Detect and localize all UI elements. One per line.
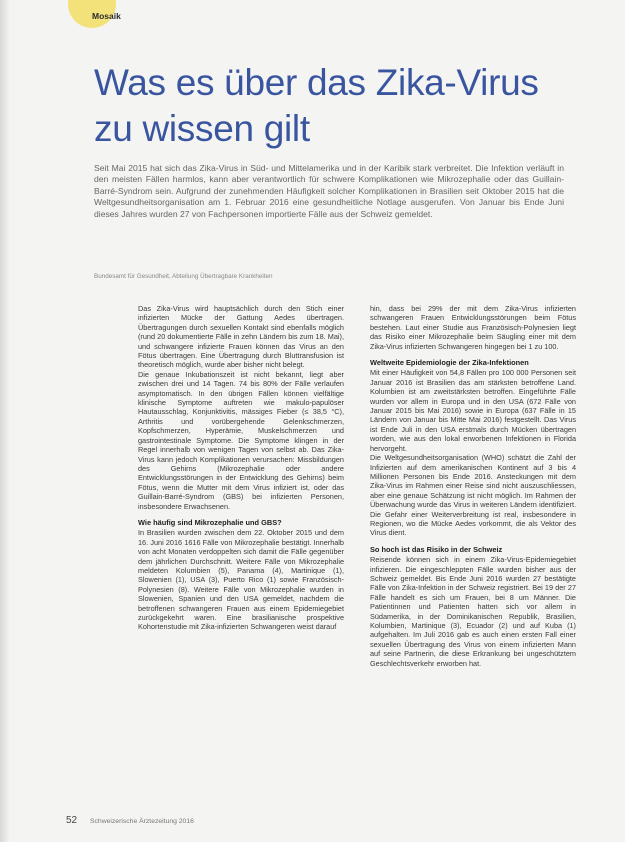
page-edge-shadow (0, 0, 10, 842)
body-paragraph: Mit einer Häufigkeit von 54,8 Fällen pro 100 000 Personen seit Januar 2016 ist Brasilien das am stärksten betroffene Land. Kolumbien ist am zweitstärksten betroffen. Eingeführte Fälle wurden vor allem in Europa und in den USA (672 Fälle von Januar 2015 bis Mai 2016) sowie in Europa (637 Fälle in 15 Ländern von Januar bis Mitte Mai 2016) festgestellt. Das Virus ist Ende Juli in den USA erstmals durch Mücken übertragen worden, wie aus den lokal erworbenen Infektionen in Florida hervorgeht. (370, 368, 576, 453)
body-paragraph: hin, dass bei 29% der mit dem Zika-Virus infizierten schwangeren Frauen Entwicklungsstörungen beim Fötus bestehen. Laut einer Studie aus Französisch-Polynesien liegt das Risiko einer Mikrozephalie beim Säugling einer mit dem Zika-Virus infizierten Schwangeren hingegen bei 1 zu 100. (370, 304, 576, 351)
article-lead: Seit Mai 2015 hat sich das Zika-Virus in Süd- und Mittelamerika und in der Karibik stark verbreitet. Die Infektion verläuft in den meisten Fällen harmlos, kann aber verantwortlich für schwere Komplikationen wie Mikrozephalie oder das Guillain-Barré-Syndrom sein. Aufgrund der zunehmenden Häufigkeit solcher Komplikationen in Brasilien seit Oktober 2015 hat die Weltgesundheitsorganisation am 1. Februar 2016 eine gesundheitliche Notlage ausgerufen. Von Januar bis Ende Juni dieses Jahres wurden 27 von Fachpersonen importierte Fälle aus der Schweiz gemeldet. (94, 163, 564, 219)
body-paragraph: Die genaue Inkubationszeit ist nicht bekannt, liegt aber zwischen drei und 14 Tagen. 74 bis 80% der Fälle verlaufen asymptomatisch. In den übrigen Fällen können vielfältige klinische Symptome auftreten wie makulo-papulöser Hautausschlag, Konjunktivitis, mässiges Fieber (≤ 38,5 °C), Arthritis und vorübergehende Gelenkschmerzen, Kopfschmerzen, Hyperämie, Muskelschmerzen und gastrointestinale Symptome. Die Symptome klingen in der Regel innerhalb von wenigen Tagen von selbst ab. Das Zika-Virus kann jedoch Komplikationen verursachen: Missbildungen des Gehirns (Mikrozephalie oder andere Entwicklungsstörungen in der Entwicklung des Gehirns) beim Fötus, wenn die Mutter mit dem Virus infiziert ist, oder das Guillain-Barré-Syndrom (GBS) bei infizierten Personen, insbesondere Erwachsenen. (138, 369, 344, 511)
body-paragraph: Das Zika-Virus wird hauptsächlich durch den Stich einer infizierten Mücke der Gattung Aedes übertragen. Übertragungen durch sexuellen Kontakt sind ebenfalls möglich (rund 20 dokumentierte Fälle in zehn Ländern bis zum 18. Mai), und schwangere infizierte Frauen können das Virus an den Fötus übertragen. Eine Übertragung durch Bluttransfusion ist theoretisch möglich, wurde aber bisher nicht belegt. (138, 304, 344, 370)
section-heading: So hoch ist das Risiko in der Schweiz (370, 544, 503, 554)
section-heading: Wie häufig sind Mikrozephalie und GBS? (138, 517, 282, 527)
body-paragraph: Reisende können sich in einem Zika-Virus-Epidemiegebiet infizieren. Die eingeschleppten Fälle wurden bisher aus der Schweiz gemeldet. Bis Ende Juni 2016 wurden 27 bestätigte Fälle von Zika-Infektion in der Schweiz registriert. Bei 19 der 27 Fälle handelt es sich um Frauen, bei 8 um Männer. Die Patientinnen und Patienten hatten sich vor allem in Südamerika, in der Dominikanischen Republik, Brasilien, Kolumbien, Martinique (3), Ecuador (2) und auf Kuba (1) aufgehalten. Im Juli 2016 gab es auch einen ersten Fall einer sexuellen Übertragung des Virus von einem infizierten Mann auf seine Partnerin, die diese Erkrankung bei ungeschütztem Geschlechtsverkehr erworben hat. (370, 555, 576, 668)
rubric-label: Mosaik (92, 11, 121, 21)
article-column-left (138, 304, 344, 632)
section-heading: Weltweite Epidemiologie der Zika-Infektionen (370, 358, 529, 368)
footer-source: Schweizerische Ärztezeitung 2016 (90, 818, 194, 825)
body-paragraph: In Brasilien wurden zwischen dem 22. Oktober 2015 und dem 16. Juni 2016 1616 Fälle von Mikrozephalie bestätigt. Innerhalb von acht Monaten verdoppelten sich damit die Fälle gegenüber dem jährlichen Durchschnitt. Weitere Fälle von Mikrozephalie meldeten Kolumbien (5), Panama (4), Martinique (1), Slowenien (1), USA (3), Puerto Rico (1) sowie Französisch-Polynesien (8). Weitere Fälle von Mikrozephalie wurden in Slowenien, Spanien und den USA gemeldet, nachdem die betroffenen schwangeren Frauen aus einem Epidemiegebiet zurückgekehrt waren. Eine brasilianische prospektive Kohortenstudie mit Zika-infizierten Schwangeren weist darauf (138, 528, 344, 632)
page-footer (66, 817, 566, 831)
body-paragraph: Die Weltgesundheitsorganisation (WHO) schätzt die Zahl der Infizierten auf dem amerikanischen Kontinent auf 3 bis 4 Millionen Personen bis Ende 2016. Ansteckungen mit dem Zika-Virus im Rahmen einer Reise sind nicht auszuschliessen, aber eine genaue Schätzung ist nicht möglich. Im Rahmen der Überwachung wurde das Virus in weiteren Ländern identifiziert. Die Gefahr einer Weiterverbreitung ist real, insbesondere in Regionen, wo die Mücke Aedes vorkommt, die als Vektor des Virus dient. (370, 453, 576, 538)
article-author: Bundesamt für Gesundheit, Abteilung Übertragbare Krankheiten (94, 273, 273, 280)
page-number: 52 (66, 815, 78, 826)
article-column-right (370, 304, 576, 668)
article-title: Was es über das Zika-Virus zu wissen gilt (94, 62, 539, 149)
